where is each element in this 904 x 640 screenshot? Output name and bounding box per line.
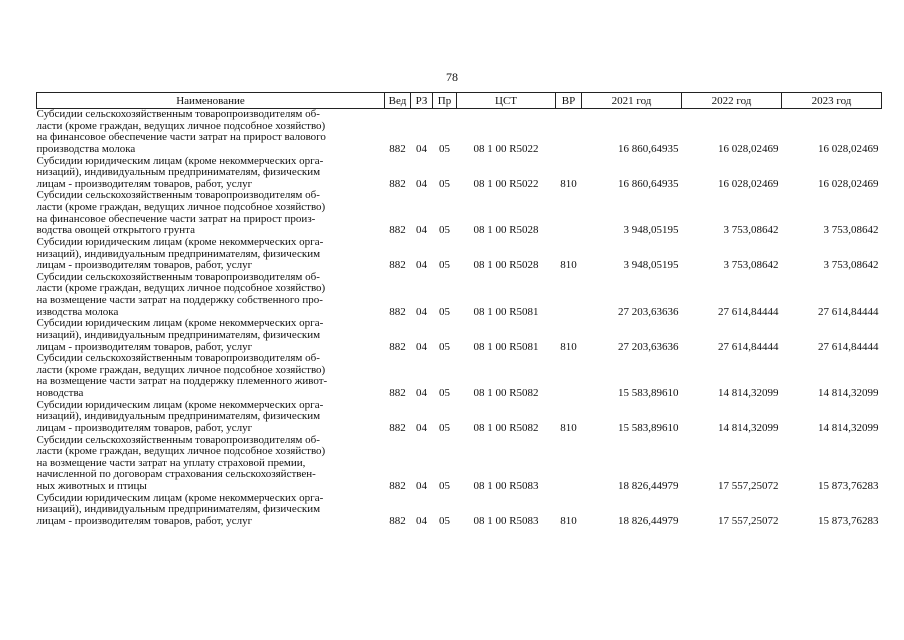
- row-name: [37, 318, 385, 353]
- cell-2023: 16 028,02469: [818, 177, 879, 190]
- header-2021: 2021 год: [582, 93, 682, 109]
- table-row: [37, 237, 882, 272]
- cell-cst: 08 1 00 R5022: [473, 177, 539, 190]
- row-name-line: низаций), индивидуальным предпринимателям, физическим: [36, 247, 321, 260]
- header-rz: РЗ: [411, 93, 433, 109]
- cell-pr: 05: [439, 142, 450, 155]
- cell-pr: 05: [439, 224, 450, 237]
- row-name-line: ласти (кроме граждан, ведущих личное подсобное хозяйство): [36, 282, 326, 295]
- cell-vr: [556, 435, 582, 493]
- row-name-line: Субсидии сельскохозяйственным товаропроизводителям об-: [36, 270, 320, 283]
- cell-2022: 16 028,02469: [718, 177, 779, 190]
- row-name-line: на возмещение части затрат на поддержку племенного живот-: [36, 375, 328, 388]
- cell-cst: 08 1 00 R5028: [473, 224, 539, 237]
- cell-vr: [556, 109, 582, 156]
- cell-vr: 810: [560, 340, 577, 353]
- cell-2021: 16 860,64935: [618, 142, 679, 155]
- cell-pr: 05: [439, 340, 450, 353]
- row-name-line: Субсидии юридическим лицам (кроме некоммерческих орга-: [36, 317, 324, 330]
- cell-cst: 08 1 00 R5082: [473, 386, 539, 399]
- row-name-line: начисленной по договорам страхования сельскохозяйствен-: [36, 468, 316, 481]
- cell-2022: 16 028,02469: [718, 142, 779, 155]
- cell-rz: 04: [416, 386, 427, 399]
- cell-rz: 04: [416, 421, 427, 434]
- cell-2023: 15 873,76283: [818, 514, 879, 527]
- row-name-line: водства овощей открытого грунта: [36, 224, 196, 237]
- row-name-line: ласти (кроме граждан, ведущих личное подсобное хозяйство): [36, 200, 326, 213]
- cell-2021: 18 826,44979: [618, 514, 679, 527]
- cell-pr: 05: [439, 305, 450, 318]
- cell-2022: 3 753,08642: [723, 259, 779, 272]
- table-header-row: [37, 93, 882, 109]
- row-name: [37, 353, 385, 399]
- cell-ved: 882: [389, 386, 406, 399]
- row-name: [37, 190, 385, 236]
- cell-2021: 27 203,63636: [618, 305, 679, 318]
- header-cst: ЦСТ: [457, 93, 556, 109]
- cell-vr: 810: [560, 259, 577, 272]
- cell-vr: 810: [560, 177, 577, 190]
- cell-2021: 27 203,63636: [618, 340, 679, 353]
- cell-cst: 08 1 00 R5083: [473, 479, 539, 492]
- cell-cst: 08 1 00 R5022: [473, 142, 539, 155]
- cell-2023: 16 028,02469: [818, 142, 879, 155]
- table-row: [37, 353, 882, 399]
- table-row: [37, 109, 882, 156]
- header-pr: Пр: [433, 93, 457, 109]
- cell-ved: 882: [389, 340, 406, 353]
- row-name-line: ласти (кроме граждан, ведущих личное подсобное хозяйство): [36, 119, 326, 132]
- cell-2021: 3 948,05195: [623, 259, 679, 272]
- row-name-line: изводства молока: [36, 305, 119, 318]
- row-name: [37, 400, 385, 435]
- row-name-line: лицам - производителям товаров, работ, услуг: [36, 340, 253, 353]
- cell-vr: [556, 353, 582, 399]
- cell-rz: 04: [416, 259, 427, 272]
- row-name-line: Субсидии сельскохозяйственным товаропроизводителям об-: [36, 108, 320, 120]
- cell-2022: 27 614,84444: [718, 340, 779, 353]
- cell-rz: 04: [416, 224, 427, 237]
- row-name-line: на возмещение части затрат на поддержку собственного про-: [36, 293, 323, 306]
- row-name-line: Субсидии юридическим лицам (кроме некоммерческих орга-: [36, 235, 324, 248]
- cell-pr: 05: [439, 386, 450, 399]
- cell-ved: 882: [389, 224, 406, 237]
- cell-2023: 27 614,84444: [818, 340, 879, 353]
- row-name-line: лицам - производителям товаров, работ, услуг: [36, 514, 253, 527]
- row-name-line: низаций), индивидуальным предпринимателям, физическим: [36, 503, 321, 516]
- cell-rz: 04: [416, 514, 427, 527]
- cell-rz: 04: [416, 305, 427, 318]
- row-name-line: Субсидии юридическим лицам (кроме некоммерческих орга-: [36, 154, 324, 167]
- cell-2021: 18 826,44979: [618, 479, 679, 492]
- cell-2022: 17 557,25072: [718, 479, 779, 492]
- row-name: [37, 492, 385, 527]
- row-name-line: Субсидии юридическим лицам (кроме некоммерческих орга-: [36, 491, 324, 504]
- cell-2023: 14 814,32099: [818, 386, 879, 399]
- row-name: [37, 272, 385, 318]
- cell-2023: 14 814,32099: [818, 421, 879, 434]
- header-ved: Вед: [385, 93, 411, 109]
- cell-ved: 882: [389, 514, 406, 527]
- row-name-line: лицам - производителям товаров, работ, услуг: [36, 421, 253, 434]
- header-2023: 2023 год: [782, 93, 882, 109]
- row-name: [37, 155, 385, 190]
- cell-vr: [556, 190, 582, 236]
- cell-vr: 810: [560, 514, 577, 527]
- cell-pr: 05: [439, 177, 450, 190]
- cell-cst: 08 1 00 R5081: [473, 340, 539, 353]
- cell-ved: 882: [389, 479, 406, 492]
- table-row: [37, 435, 882, 493]
- row-name-line: Субсидии сельскохозяйственным товаропроизводителям об-: [36, 352, 320, 365]
- cell-2022: 14 814,32099: [718, 386, 779, 399]
- row-name-line: Субсидии сельскохозяйственным товаропроизводителям об-: [36, 433, 320, 446]
- row-name-line: Субсидии юридическим лицам (кроме некоммерческих орга-: [36, 398, 324, 411]
- cell-cst: 08 1 00 R5082: [473, 421, 539, 434]
- cell-pr: 05: [439, 421, 450, 434]
- table-row: [37, 155, 882, 190]
- cell-2022: 27 614,84444: [718, 305, 779, 318]
- row-name-line: на финансовое обеспечение части затрат на прирост произ-: [36, 212, 316, 225]
- page-number: 78: [446, 70, 458, 84]
- cell-rz: 04: [416, 479, 427, 492]
- row-name: [37, 237, 385, 272]
- header-name: Наименование: [37, 93, 385, 109]
- row-name-line: Субсидии сельскохозяйственным товаропроизводителям об-: [36, 189, 320, 202]
- cell-ved: 882: [389, 421, 406, 434]
- header-vr: ВР: [556, 93, 582, 109]
- header-2022: 2022 год: [682, 93, 782, 109]
- cell-vr: 810: [560, 421, 577, 434]
- cell-rz: 04: [416, 177, 427, 190]
- cell-pr: 05: [439, 479, 450, 492]
- row-name-line: на финансовое обеспечение части затрат на прирост валового: [36, 131, 326, 144]
- cell-rz: 04: [416, 340, 427, 353]
- cell-2023: 3 753,08642: [823, 259, 879, 272]
- row-name-line: новодства: [36, 386, 84, 399]
- row-name-line: низаций), индивидуальным предпринимателям, физическим: [36, 410, 321, 423]
- cell-ved: 882: [389, 305, 406, 318]
- row-name-line: ных животных и птицы: [36, 479, 147, 492]
- cell-2023: 27 614,84444: [818, 305, 879, 318]
- cell-cst: 08 1 00 R5028: [473, 259, 539, 272]
- row-name-line: на возмещение части затрат на уплату страховой премии,: [36, 456, 306, 469]
- row-name-line: низаций), индивидуальным предпринимателям, физическим: [36, 328, 321, 341]
- row-name-line: ласти (кроме граждан, ведущих личное подсобное хозяйство): [36, 445, 326, 458]
- row-name: [37, 109, 385, 156]
- cell-ved: 882: [389, 177, 406, 190]
- table-row: [37, 272, 882, 318]
- cell-pr: 05: [439, 514, 450, 527]
- row-name-line: ласти (кроме граждан, ведущих личное подсобное хозяйство): [36, 363, 326, 376]
- row-name-line: производства молока: [36, 142, 136, 155]
- row-name: [37, 435, 385, 493]
- row-name-line: лицам - производителям товаров, работ, услуг: [36, 177, 253, 190]
- table-row: [37, 190, 882, 236]
- cell-2022: 17 557,25072: [718, 514, 779, 527]
- cell-2021: 16 860,64935: [618, 177, 679, 190]
- cell-2021: 15 583,89610: [618, 421, 679, 434]
- cell-cst: 08 1 00 R5083: [473, 514, 539, 527]
- cell-2023: 3 753,08642: [823, 224, 879, 237]
- row-name-line: лицам - производителям товаров, работ, услуг: [36, 259, 253, 272]
- cell-cst: 08 1 00 R5081: [473, 305, 539, 318]
- cell-rz: 04: [416, 142, 427, 155]
- cell-2023: 15 873,76283: [818, 479, 879, 492]
- cell-ved: 882: [389, 142, 406, 155]
- cell-vr: [556, 272, 582, 318]
- row-name-line: низаций), индивидуальным предпринимателям, физическим: [36, 166, 321, 179]
- budget-table: [36, 92, 882, 527]
- table-row: [37, 318, 882, 353]
- table-row: [37, 400, 882, 435]
- table-row: [37, 492, 882, 527]
- cell-2021: 3 948,05195: [623, 224, 679, 237]
- cell-ved: 882: [389, 259, 406, 272]
- cell-pr: 05: [439, 259, 450, 272]
- cell-2022: 14 814,32099: [718, 421, 779, 434]
- cell-2022: 3 753,08642: [723, 224, 779, 237]
- cell-2021: 15 583,89610: [618, 386, 679, 399]
